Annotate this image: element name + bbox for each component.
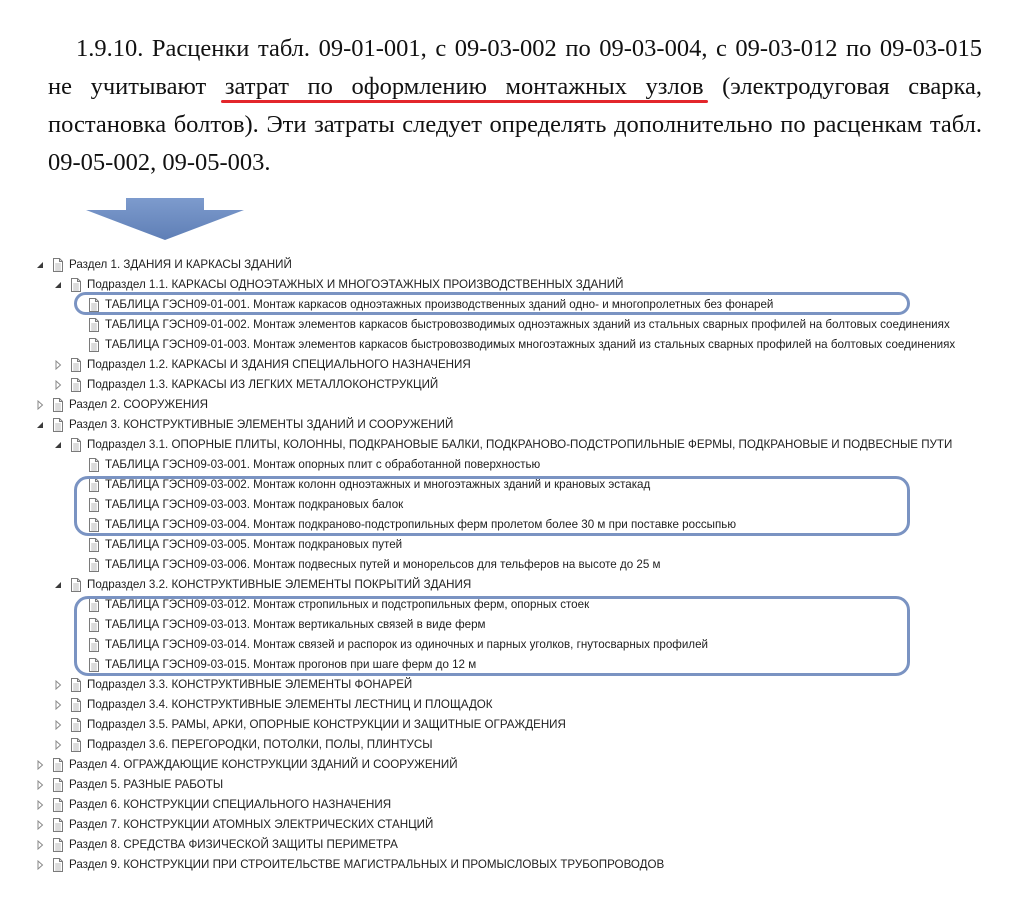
tree-node-label: Раздел 7. КОНСТРУКЦИИ АТОМНЫХ ЭЛЕКТРИЧЕСКИХ СТАНЦИЙ: [69, 818, 434, 831]
triangle-right-icon[interactable]: [34, 755, 46, 775]
triangle-right-icon[interactable]: [34, 855, 46, 875]
triangle-down-icon[interactable]: [34, 415, 46, 435]
tree-node-label: ТАБЛИЦА ГЭСН09-03-006. Монтаж подвесных путей и монорельсов для тельферов на высоте до 25 м: [105, 558, 661, 571]
tree-node-label: ТАБЛИЦА ГЭСН09-03-002. Монтаж колонн одноэтажных и многоэтажных зданий и крановых эстакад: [105, 478, 651, 491]
triangle-down-icon[interactable]: [52, 575, 64, 595]
tree-node[interactable]: [34, 775, 223, 795]
tree-spacer: [70, 515, 82, 535]
triangle-right-icon[interactable]: [52, 715, 64, 735]
tree-leaf[interactable]: [70, 595, 589, 615]
triangle-right-icon[interactable]: [52, 355, 64, 375]
document-icon: [52, 418, 64, 432]
tree-node[interactable]: [52, 375, 438, 395]
triangle-down-icon[interactable]: [52, 275, 64, 295]
triangle-right-icon[interactable]: [34, 835, 46, 855]
tree-node[interactable]: [34, 795, 391, 815]
tree-node[interactable]: [34, 835, 398, 855]
triangle-right-icon[interactable]: [52, 375, 64, 395]
tree-leaf[interactable]: [70, 315, 950, 335]
tree-node-label: ТАБЛИЦА ГЭСН09-01-003. Монтаж элементов каркасов быстровозводимых многоэтажных зданий из стальных сварных профилей на болтовых соединениях: [105, 338, 956, 351]
document-icon: [88, 338, 100, 352]
tree-node-label: Раздел 6. КОНСТРУКЦИИ СПЕЦИАЛЬНОГО НАЗНАЧЕНИЯ: [69, 798, 392, 811]
triangle-right-icon[interactable]: [34, 815, 46, 835]
document-icon: [52, 758, 64, 772]
document-icon: [70, 698, 82, 712]
tree-node-label: Раздел 5. РАЗНЫЕ РАБОТЫ: [69, 778, 224, 791]
document-icon: [70, 358, 82, 372]
tree-node-label: ТАБЛИЦА ГЭСН09-03-014. Монтаж связей и распорок из одиночных и парных уголков, гнутосварных профилей: [105, 638, 708, 651]
tree-leaf[interactable]: [70, 655, 476, 675]
tree-leaf[interactable]: [70, 515, 736, 535]
tree-node[interactable]: [52, 435, 952, 455]
document-icon: [88, 478, 100, 492]
tree-spacer: [70, 335, 82, 355]
tree-leaf[interactable]: [70, 295, 773, 315]
triangle-right-icon[interactable]: [34, 775, 46, 795]
tree-node-label: Раздел 1. ЗДАНИЯ И КАРКАСЫ ЗДАНИЙ: [69, 258, 292, 271]
tree-node-label: Подраздел 3.2. КОНСТРУКТИВНЫЕ ЭЛЕМЕНТЫ ПОКРЫТИЙ ЗДАНИЯ: [87, 578, 472, 591]
document-icon: [52, 258, 64, 272]
tree-node-label: ТАБЛИЦА ГЭСН09-03-013. Монтаж вертикальных связей в виде ферм: [105, 618, 486, 631]
triangle-right-icon[interactable]: [52, 735, 64, 755]
document-icon: [52, 398, 64, 412]
tree-node-label: Раздел 2. СООРУЖЕНИЯ: [69, 398, 208, 411]
tree-node-label: Подраздел 1.2. КАРКАСЫ И ЗДАНИЯ СПЕЦИАЛЬНОГО НАЗНАЧЕНИЯ: [87, 358, 471, 371]
document-icon: [70, 378, 82, 392]
document-icon: [88, 658, 100, 672]
paragraph-text-after: (электродуговая сварка, постановка болтов). Эти затраты следует определять дополнительно по расценкам табл. 09-05-002, 09-05-003.: [48, 73, 982, 176]
tree-leaf[interactable]: [70, 615, 486, 635]
tree-spacer: [70, 295, 82, 315]
document-icon: [52, 778, 64, 792]
tree-leaf[interactable]: [70, 495, 403, 515]
document-icon: [88, 318, 100, 332]
tree-node-label: Подраздел 1.1. КАРКАСЫ ОДНОЭТАЖНЫХ И МНОГОЭТАЖНЫХ ПРОИЗВОДСТВЕННЫХ ЗДАНИЙ: [87, 278, 624, 291]
document-icon: [88, 498, 100, 512]
underlined-phrase: затрат по оформлению монтажных узлов: [224, 73, 704, 100]
tree-node-label: Раздел 3. КОНСТРУКТИВНЫЕ ЭЛЕМЕНТЫ ЗДАНИЙ И СООРУЖЕНИЙ: [69, 418, 454, 431]
tree-leaf[interactable]: [70, 635, 708, 655]
tree-leaf[interactable]: [70, 455, 540, 475]
document-icon: [88, 618, 100, 632]
triangle-right-icon[interactable]: [52, 695, 64, 715]
paragraph-text-before: 1.9.10. Расценки табл. 09-01-001, с 09-03-002 по 09-03-004, с 09-03-012 по 09-03-015 не учитывают: [48, 35, 982, 100]
tree-leaf[interactable]: [70, 335, 955, 355]
tree-node-label: Подраздел 3.4. КОНСТРУКТИВНЫЕ ЭЛЕМЕНТЫ ЛЕСТНИЦ И ПЛОЩАДОК: [87, 698, 493, 711]
document-icon: [70, 678, 82, 692]
tree-spacer: [70, 315, 82, 335]
tree-node-label: ТАБЛИЦА ГЭСН09-03-005. Монтаж подкрановых путей: [105, 538, 403, 551]
tree-node-label: ТАБЛИЦА ГЭСН09-03-015. Монтаж прогонов при шаге ферм до 12 м: [105, 658, 477, 671]
document-icon: [70, 278, 82, 292]
tree-node[interactable]: [52, 575, 471, 595]
tree-node[interactable]: [34, 855, 664, 875]
tree-node[interactable]: [52, 275, 623, 295]
tree-node[interactable]: [52, 355, 471, 375]
triangle-right-icon[interactable]: [34, 395, 46, 415]
tree-node-label: Раздел 9. КОНСТРУКЦИИ ПРИ СТРОИТЕЛЬСТВЕ МАГИСТРАЛЬНЫХ И ПРОМЫСЛОВЫХ ТРУБОПРОВОДОВ: [69, 858, 665, 871]
document-icon: [52, 818, 64, 832]
triangle-right-icon[interactable]: [34, 795, 46, 815]
document-icon: [52, 798, 64, 812]
tree-node-label: Раздел 4. ОГРАЖДАЮЩИЕ КОНСТРУКЦИИ ЗДАНИЙ И СООРУЖЕНИЙ: [69, 758, 458, 771]
down-arrow-icon: [86, 198, 244, 240]
tree-leaf[interactable]: [70, 475, 650, 495]
document-icon: [70, 578, 82, 592]
norm-paragraph: [48, 30, 982, 182]
tree-spacer: [70, 535, 82, 555]
tree-node[interactable]: [52, 735, 433, 755]
tree-node-label: ТАБЛИЦА ГЭСН09-03-003. Монтаж подкрановых балок: [105, 498, 404, 511]
tree-leaf[interactable]: [70, 535, 402, 555]
tree-spacer: [70, 495, 82, 515]
tree-node-label: Подраздел 3.5. РАМЫ, АРКИ, ОПОРНЫЕ КОНСТРУКЦИИ И ЗАЩИТНЫЕ ОГРАЖДЕНИЯ: [87, 718, 566, 731]
tree-spacer: [70, 615, 82, 635]
tree-node-label: Подраздел 1.3. КАРКАСЫ ИЗ ЛЕГКИХ МЕТАЛЛОКОНСТРУКЦИЙ: [87, 378, 439, 391]
document-icon: [52, 838, 64, 852]
tree-node[interactable]: [34, 815, 433, 835]
tree-node[interactable]: [34, 395, 208, 415]
tree-spacer: [70, 455, 82, 475]
document-icon: [70, 738, 82, 752]
document-icon: [70, 438, 82, 452]
tree-spacer: [70, 595, 82, 615]
document-icon: [88, 298, 100, 312]
triangle-down-icon[interactable]: [34, 255, 46, 275]
tree-leaf[interactable]: [70, 555, 661, 575]
triangle-right-icon[interactable]: [52, 675, 64, 695]
tree-node-label: Подраздел 3.6. ПЕРЕГОРОДКИ, ПОТОЛКИ, ПОЛЫ, ПЛИНТУСЫ: [87, 738, 433, 751]
document-icon: [52, 858, 64, 872]
document-icon: [88, 518, 100, 532]
triangle-down-icon[interactable]: [52, 435, 64, 455]
document-icon: [88, 598, 100, 612]
tree-node-label: ТАБЛИЦА ГЭСН09-01-002. Монтаж элементов каркасов быстровозводимых одноэтажных зданий из стальных сварных профилей на болтовых соединениях: [105, 318, 950, 331]
tree-spacer: [70, 655, 82, 675]
tree-spacer: [70, 555, 82, 575]
tree-node-label: Подраздел 3.3. КОНСТРУКТИВНЫЕ ЭЛЕМЕНТЫ ФОНАРЕЙ: [87, 678, 413, 691]
document-icon: [70, 718, 82, 732]
tree-node-label: ТАБЛИЦА ГЭСН09-03-001. Монтаж опорных плит с обработанной поверхностью: [105, 458, 541, 471]
document-icon: [88, 638, 100, 652]
tree-node[interactable]: [34, 255, 292, 275]
document-icon: [88, 458, 100, 472]
tree-node[interactable]: [52, 715, 566, 735]
tree-node-label: Подраздел 3.1. ОПОРНЫЕ ПЛИТЫ, КОЛОННЫ, ПОДКРАНОВЫЕ БАЛКИ, ПОДКРАНОВО-ПОДСТРОПИЛЬНЫЕ ФЕРМЫ, ПОДКРАНОВЫЕ И ПОДВЕСНЫЕ ПУТИ: [87, 438, 953, 451]
tree-spacer: [70, 475, 82, 495]
tree-node-label: ТАБЛИЦА ГЭСН09-03-012. Монтаж стропильных и подстропильных ферм, опорных стоек: [105, 598, 590, 611]
tree-node-label: ТАБЛИЦА ГЭСН09-01-001. Монтаж каркасов одноэтажных производственных зданий одно- и многопролетных без фонарей: [105, 298, 774, 311]
document-icon: [88, 538, 100, 552]
tree-node[interactable]: [34, 415, 453, 435]
tree-node-label: Раздел 8. СРЕДСТВА ФИЗИЧЕСКОЙ ЗАЩИТЫ ПЕРИМЕТРА: [69, 838, 398, 851]
tree-spacer: [70, 635, 82, 655]
tree-node[interactable]: [34, 755, 458, 775]
document-icon: [88, 558, 100, 572]
tree-node[interactable]: [52, 695, 493, 715]
tree-node-label: ТАБЛИЦА ГЭСН09-03-004. Монтаж подкраново-подстропильных ферм пролетом более 30 м при поставке россыпью: [105, 518, 737, 531]
tree-node[interactable]: [52, 675, 412, 695]
